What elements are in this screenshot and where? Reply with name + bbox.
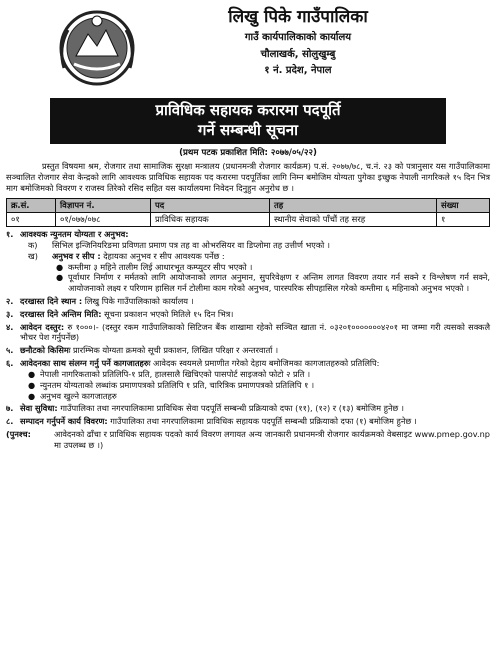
nepal-emblem-logo <box>54 8 140 88</box>
bullet-text: न्युनतम योग्यताको लब्धांक प्रमाणपत्रको प्रतिलिपि १ प्रति, चारित्रिक प्रमाणपत्रको प्रतिलिपि १ । <box>40 379 315 390</box>
section-selection <box>6 345 490 356</box>
item-label: क) <box>28 239 38 250</box>
section-number: ५. <box>6 345 14 356</box>
bullet-icon: ● <box>56 272 64 283</box>
experience-title: अनुभव र सीप : <box>52 250 101 261</box>
item-label: ख) <box>28 250 38 261</box>
bullet-icon: ● <box>56 261 64 272</box>
header-text <box>148 6 448 77</box>
section-title: सेवा सुविधा: <box>20 403 58 414</box>
section-number: १. <box>6 229 14 240</box>
section-number: २. <box>6 295 14 306</box>
section-number: ७. <box>6 403 14 414</box>
banner-line-1: प्राविधिक सहायक करारमा पदपूर्ति <box>155 101 341 119</box>
bullet-icon: ● <box>28 379 36 390</box>
vacancy-table <box>6 198 490 227</box>
section-place <box>6 296 490 307</box>
section-title: दरखास्त दिने अन्तिम मिति: <box>20 308 102 319</box>
section-title: छनौटको किसिमः <box>20 345 71 356</box>
section-number: ८. <box>6 416 14 427</box>
office-location: चौलाखर्क, सोलुखुम्बु <box>260 48 336 60</box>
section-text: लिखु पिके गाउँपालिकाको कार्यालय । <box>84 295 194 306</box>
bullet-icon: ● <box>28 368 36 379</box>
section-text: प्रारम्भिक योग्यता क्रमको सूची प्रकाशन, लिखित परिक्षा र अन्तरवार्ता । <box>73 345 279 356</box>
section-text: सूचना प्रकाशन भएको मितिले १५ दिन भित्र। <box>104 308 234 319</box>
office-name: गाउँ कार्यपालिकाको कार्यालय <box>244 32 352 44</box>
postscript-text: आवेदनको ढाँचा र प्राविधिक सहायक पदको कार्य विवरण लगायत अन्य जानकारी प्रधानमन्त्री रोजगार कार्यक्रमको वेबसाइट www.pmep.gov.np मा उपलब्ध छ ।) <box>54 429 490 450</box>
section-text: रु १०००।- (दस्तुर रकम गाउँपालिकाको सिटिजन बैंक शाखामा रहेको सञ्चित खाता नं. ०३२०१०००००००४२०१ मा जम्मा गरी त्यसको सक्कलै भौचर पेश गर्नुपर्नेछ) <box>20 321 490 343</box>
section-deadline <box>6 309 490 320</box>
qualification-text: सिभिल इन्जिनियरिङमा प्रविणता प्रमाण पत्र तह वा ओभरसियर वा डिप्लोमा तह उत्तीर्ण भएको । <box>52 239 330 250</box>
section-title: दरखास्त दिने स्थान : <box>20 295 83 306</box>
col-level: तह <box>270 198 437 212</box>
cell-serial: ०१ <box>7 212 56 226</box>
bullet-icon: ● <box>28 390 36 401</box>
table-header-row <box>7 198 490 212</box>
section-title: आवश्यक न्युनतम योग्यता र अनुभव: <box>20 229 129 240</box>
col-serial: क्र.सं. <box>7 198 56 212</box>
col-ad-number: विज्ञापन नं. <box>56 198 151 212</box>
section-title: आवेदन दस्तुर: <box>20 321 65 332</box>
section-title: आवेदनका साथ संलग्न गर्नु पर्ने कागजातहरुः <box>20 358 151 369</box>
postscript-label: (पुनश्च: <box>6 429 31 440</box>
section-text: गाउँपालिका तथा नगरपालिकामा प्राविधिक सेवा पदपूर्ति सम्बन्धी प्रक्रियाको दफा (११), (१२) र (१३) बमोजिम हुनेछ । <box>60 403 404 414</box>
section-facility <box>6 403 490 414</box>
section-number: ४. <box>6 321 14 332</box>
experience-text: देहायका अनुभव र सीप आवश्यक पर्नेछ : <box>103 250 225 261</box>
cell-count: १ <box>437 212 490 226</box>
section-qualification <box>6 229 490 294</box>
bullet-text: कम्तीमा ३ महिने तालीम लिई आधारभूत कम्प्युटर सीप भएको । <box>68 261 253 272</box>
section-number: ३. <box>6 308 14 319</box>
table-row <box>7 212 490 226</box>
section-fee <box>6 322 490 344</box>
section-number: ६. <box>6 358 14 369</box>
cell-level: स्थानीय सेवाको पाँचौं तह सरह <box>270 212 437 226</box>
section-text: आवेदक स्वयमले प्रमाणीत गरेको देहाय बमोजिमका कागजातहरुको प्रतिलिपि: <box>153 358 380 369</box>
cell-ad-number: ०१/०७७/०७८ <box>56 212 151 226</box>
intro-paragraph: प्रस्तुत विषयमा श्रम, रोजगार तथा सामाजिक सुरक्षा मन्त्रालय (प्रधानमन्त्री रोजगार कार्यक्रम) प.सं. २०७७/७८, च.नं. २३ को पत्रानुसार यस गाउँपालिकामा सञ्चालित रोजगार सेवा केन्द्रको लागि आवश्यक प्राविधिक सहायक पद करारमा पदपूर्तिका लागि निम्न बमोजिम योग्यता पुगेका इच्छुक नेपाली नागरिकले १५ दिन भित्र माग बमोजिमको विवरण र राजस्व तिरेको रसिद सहित यस कार्यालयमा निवेदन दिनुहुन अनुरोध छ । <box>6 161 490 193</box>
province: १ नं. प्रदेश, नेपाल <box>264 64 332 76</box>
section-text: गाउँपालिका तथा नगरपालिकामा प्राविधिक सहायक पदपूर्ति सम्बन्धी प्रक्रियाको दफा (१) बमोजिम हुनेछ । <box>110 416 417 427</box>
cell-position: प्राविधिक सहायक <box>151 212 270 226</box>
bullet-text: नेपाली नागरिकताको प्रतिलिपि-१ प्रति, हालसालै खिचिएको पासपोर्ट साइजको फोटो २ प्रति । <box>40 368 311 379</box>
bullet-text: अनुभव खुल्ने कागजातहरु <box>40 390 117 401</box>
org-name: लिखु पिके गाउँपालिका <box>228 7 368 27</box>
bullet-text: पूर्वाधार निर्माण र मर्मतको लागि आयोजनाको लागत अनुमान, सुपरिवेक्षण र अन्तिम लागत विवरण तयार गर्न सक्ने र विश्लेषण गर्न सक्ने, आयोजनाको लक्ष्य र परिणाम हासिल गर्न टोलीमा काम गरेको अनुभव, पारस्परिक सीपहासिल गरेको कम्तीमा ६ महिनाको अनुभव भएको । <box>68 272 490 294</box>
section-duties <box>6 416 490 427</box>
published-date: (प्रथम पटक प्रकाशित मिति: २०७७/०५/२२) <box>179 148 317 158</box>
banner-line-2: गर्ने सम्बन्धी सूचना <box>198 120 298 139</box>
section-title: सम्पादन गर्नुपर्ने कार्य विवरण: <box>20 416 108 427</box>
header <box>0 0 496 98</box>
section-documents <box>6 358 490 401</box>
col-count: संख्या <box>437 198 490 212</box>
postscript-note <box>6 429 490 451</box>
col-position: पद <box>151 198 270 212</box>
notice-title-banner <box>50 98 446 144</box>
